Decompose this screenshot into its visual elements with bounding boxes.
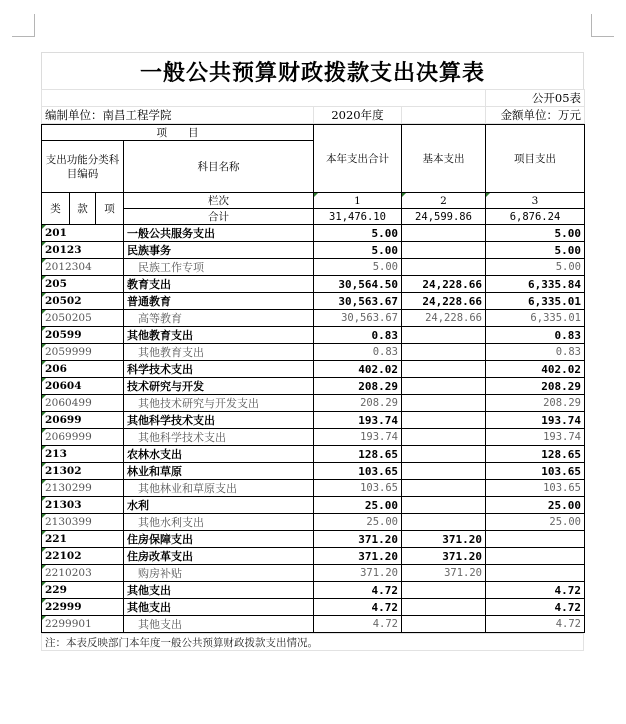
row-subject-name: 住房改革支出 (124, 548, 314, 565)
row-code: 20123 (42, 242, 124, 259)
row-code: 2299901 (42, 616, 124, 633)
row-basic (402, 395, 486, 412)
table-row (42, 497, 585, 514)
table-row (42, 276, 585, 293)
row-project: 25.00 (486, 497, 585, 514)
row-subject-name: 其他教育支出 (124, 344, 314, 361)
row-project (486, 565, 585, 582)
expenditure-table (41, 124, 585, 633)
row-subject-name: 教育支出 (124, 276, 314, 293)
row-total: 25.00 (314, 497, 402, 514)
row-subject-name: 其他技术研究与开发支出 (124, 395, 314, 412)
row-code: 2012304 (42, 259, 124, 276)
row-project: 103.65 (486, 463, 585, 480)
header-xiang: 项 (96, 193, 124, 225)
note-table (41, 633, 584, 651)
row-code: 21302 (42, 463, 124, 480)
row-total: 4.72 (314, 582, 402, 599)
row-total: 5.00 (314, 225, 402, 242)
row-code: 20699 (42, 412, 124, 429)
row-total: 371.20 (314, 548, 402, 565)
row-code: 229 (42, 582, 124, 599)
row-project: 208.29 (486, 378, 585, 395)
row-total: 193.74 (314, 429, 402, 446)
table-row (42, 361, 585, 378)
table-row (42, 310, 585, 327)
row-subject-name: 技术研究与开发 (124, 378, 314, 395)
row-code: 221 (42, 531, 124, 548)
row-basic (402, 242, 486, 259)
row-project: 193.74 (486, 412, 585, 429)
row-project: 4.72 (486, 599, 585, 616)
row-subject-name: 购房补贴 (124, 565, 314, 582)
row-code: 22999 (42, 599, 124, 616)
row-subject-name: 民族工作专项 (124, 259, 314, 276)
row-subject-name: 一般公共服务支出 (124, 225, 314, 242)
col-number-1: 1 (314, 193, 402, 209)
row-project: 0.83 (486, 327, 585, 344)
report-sheet (41, 52, 584, 651)
row-total: 128.65 (314, 446, 402, 463)
row-project: 103.65 (486, 480, 585, 497)
col-number-2: 2 (402, 193, 486, 209)
row-code: 213 (42, 446, 124, 463)
row-basic (402, 259, 486, 276)
table-row (42, 514, 585, 531)
row-project: 4.72 (486, 582, 585, 599)
row-basic (402, 463, 486, 480)
table-row (42, 395, 585, 412)
table-row (42, 616, 585, 633)
header-total: 本年支出合计 (314, 125, 402, 193)
row-total: 0.83 (314, 327, 402, 344)
row-total: 371.20 (314, 531, 402, 548)
table-row (42, 599, 585, 616)
row-basic: 371.20 (402, 565, 486, 582)
table-row (42, 344, 585, 361)
table-row (42, 446, 585, 463)
row-total: 30,564.50 (314, 276, 402, 293)
row-project: 0.83 (486, 344, 585, 361)
row-project (486, 548, 585, 565)
row-project: 5.00 (486, 225, 585, 242)
total-basic: 24,599.86 (402, 209, 486, 225)
row-subject-name: 普通教育 (124, 293, 314, 310)
prepared-by: 编制单位：南昌工程学院 (42, 107, 314, 124)
row-total: 5.00 (314, 259, 402, 276)
row-subject-name: 其他支出 (124, 616, 314, 633)
col-number-3: 3 (486, 193, 585, 209)
row-code: 2069999 (42, 429, 124, 446)
table-row (42, 582, 585, 599)
table-row (42, 565, 585, 582)
page-corner-mark (591, 14, 614, 37)
header-item: 项 目 (42, 125, 314, 141)
row-basic (402, 616, 486, 633)
row-basic (402, 378, 486, 395)
table-row (42, 293, 585, 310)
row-subject-name: 其他科学技术支出 (124, 429, 314, 446)
row-project: 6,335.84 (486, 276, 585, 293)
page-corner-mark (12, 14, 35, 37)
row-basic (402, 480, 486, 497)
row-subject-name: 高等教育 (124, 310, 314, 327)
amount-unit: 金额单位：万元 (486, 107, 585, 124)
row-total: 4.72 (314, 599, 402, 616)
header-kuan: 款 (70, 193, 96, 225)
footnote: 注：本表反映部门本年度一般公共预算财政拨款支出情况。 (42, 634, 584, 651)
row-basic: 24,228.66 (402, 293, 486, 310)
row-basic: 371.20 (402, 548, 486, 565)
row-subject-name: 林业和草原 (124, 463, 314, 480)
row-project: 5.00 (486, 259, 585, 276)
row-code: 21303 (42, 497, 124, 514)
row-project: 208.29 (486, 395, 585, 412)
row-basic (402, 582, 486, 599)
header-lei: 类 (42, 193, 70, 225)
row-total: 193.74 (314, 412, 402, 429)
row-basic (402, 599, 486, 616)
row-basic (402, 412, 486, 429)
row-total: 208.29 (314, 395, 402, 412)
row-subject-name: 其他支出 (124, 582, 314, 599)
header-project: 项目支出 (486, 125, 585, 193)
row-code: 20599 (42, 327, 124, 344)
row-project: 4.72 (486, 616, 585, 633)
table-row (42, 463, 585, 480)
form-code: 公开05表 (486, 90, 585, 107)
row-basic (402, 429, 486, 446)
row-basic (402, 361, 486, 378)
data-rows (42, 225, 585, 633)
row-basic: 371.20 (402, 531, 486, 548)
row-code: 206 (42, 361, 124, 378)
header-func-code: 支出功能分类科目编码 (42, 141, 124, 193)
row-basic (402, 514, 486, 531)
row-total: 103.65 (314, 463, 402, 480)
row-total: 103.65 (314, 480, 402, 497)
meta-table (41, 89, 585, 124)
row-subject-name: 民族事务 (124, 242, 314, 259)
table-row (42, 429, 585, 446)
row-code: 22102 (42, 548, 124, 565)
row-subject-name: 其他水利支出 (124, 514, 314, 531)
total-sum: 31,476.10 (314, 209, 402, 225)
row-basic: 24,228.66 (402, 276, 486, 293)
row-total: 30,563.67 (314, 310, 402, 327)
row-code: 2060499 (42, 395, 124, 412)
row-code: 201 (42, 225, 124, 242)
row-code: 2210203 (42, 565, 124, 582)
table-row (42, 242, 585, 259)
row-code: 2050205 (42, 310, 124, 327)
total-project: 6,876.24 (486, 209, 585, 225)
row-basic (402, 225, 486, 242)
table-row (42, 327, 585, 344)
row-code: 2130299 (42, 480, 124, 497)
table-row (42, 412, 585, 429)
row-subject-name: 科学技术支出 (124, 361, 314, 378)
row-project: 6,335.01 (486, 310, 585, 327)
row-subject-name: 其他教育支出 (124, 327, 314, 344)
page-title: 一般公共预算财政拨款支出决算表 (139, 60, 485, 86)
row-basic (402, 327, 486, 344)
row-project: 25.00 (486, 514, 585, 531)
row-basic (402, 497, 486, 514)
row-subject-name: 农林水支出 (124, 446, 314, 463)
row-code: 2059999 (42, 344, 124, 361)
row-code: 20502 (42, 293, 124, 310)
table-row (42, 548, 585, 565)
row-project (486, 531, 585, 548)
table-row (42, 480, 585, 497)
row-total: 402.02 (314, 361, 402, 378)
row-basic: 24,228.66 (402, 310, 486, 327)
table-row (42, 259, 585, 276)
total-label: 合计 (124, 209, 314, 225)
row-total: 4.72 (314, 616, 402, 633)
row-total: 208.29 (314, 378, 402, 395)
header-subject-name: 科目名称 (124, 141, 314, 193)
header-lanci: 栏次 (124, 193, 314, 209)
row-total: 25.00 (314, 514, 402, 531)
row-basic (402, 344, 486, 361)
row-code: 2130399 (42, 514, 124, 531)
row-subject-name: 水利 (124, 497, 314, 514)
title-row (41, 52, 584, 89)
table-row (42, 225, 585, 242)
row-code: 205 (42, 276, 124, 293)
row-project: 193.74 (486, 429, 585, 446)
row-total: 5.00 (314, 242, 402, 259)
row-subject-name: 住房保障支出 (124, 531, 314, 548)
row-project: 5.00 (486, 242, 585, 259)
row-code: 20604 (42, 378, 124, 395)
row-total: 0.83 (314, 344, 402, 361)
row-project: 6,335.01 (486, 293, 585, 310)
report-year: 2020年度 (314, 107, 402, 124)
table-row (42, 531, 585, 548)
row-project: 128.65 (486, 446, 585, 463)
row-project: 402.02 (486, 361, 585, 378)
row-subject-name: 其他支出 (124, 599, 314, 616)
row-total: 371.20 (314, 565, 402, 582)
header-basic: 基本支出 (402, 125, 486, 193)
row-subject-name: 其他林业和草原支出 (124, 480, 314, 497)
row-total: 30,563.67 (314, 293, 402, 310)
table-row (42, 378, 585, 395)
row-basic (402, 446, 486, 463)
row-subject-name: 其他科学技术支出 (124, 412, 314, 429)
